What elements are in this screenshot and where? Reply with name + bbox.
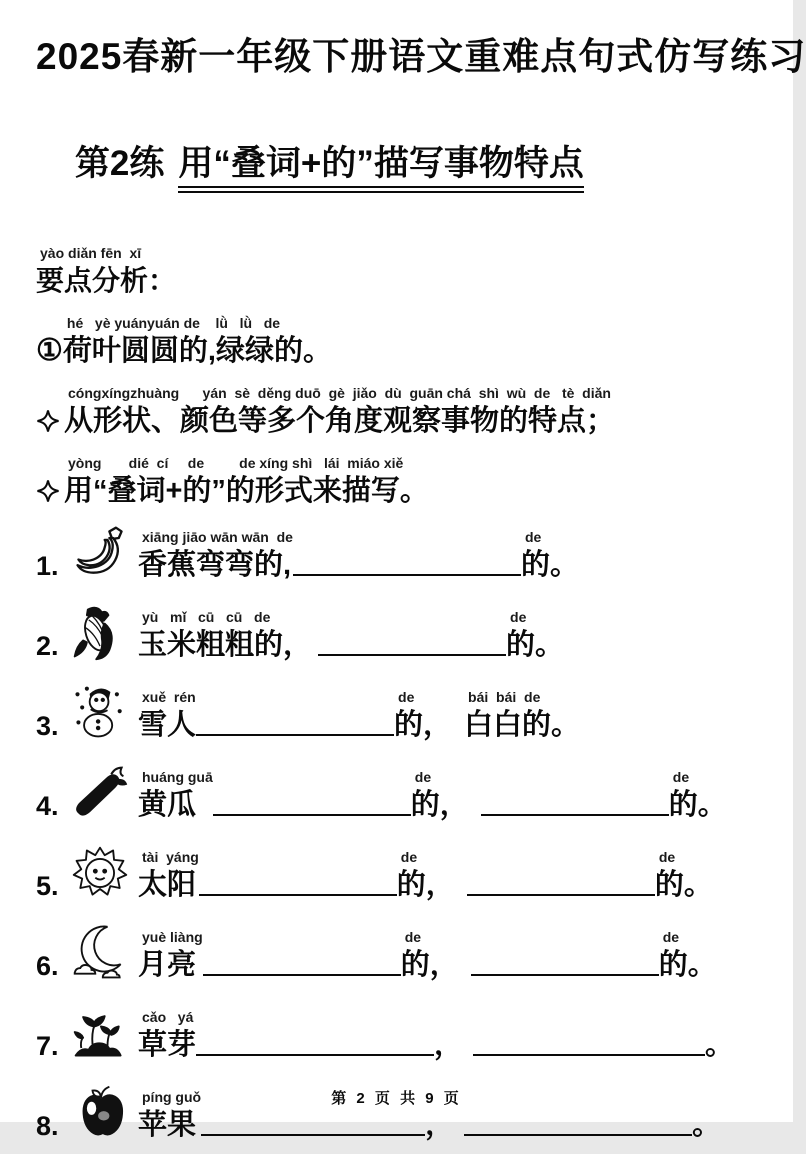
answer-blank[interactable] bbox=[464, 1122, 692, 1136]
item-text: bái bái de 白白的。 bbox=[464, 689, 581, 741]
pinyin-label: tài yáng bbox=[142, 849, 199, 865]
answer-blank[interactable] bbox=[201, 1122, 425, 1136]
item-text: xiāng jiāo wān wān de 香蕉弯弯的, bbox=[138, 529, 293, 581]
item-text: tài yáng 太阳 bbox=[138, 849, 199, 901]
pinyin-label: yòng dié cí de de xíng shì lái miáo xiě bbox=[68, 455, 404, 471]
pinyin-label: bái bái de bbox=[468, 689, 541, 705]
answer-blank[interactable] bbox=[481, 802, 669, 816]
pinyin-label: de bbox=[524, 529, 542, 545]
analysis-heading bbox=[36, 244, 757, 300]
item-number: 4. bbox=[36, 791, 59, 821]
pinyin-label: de bbox=[662, 929, 680, 945]
answer-blank[interactable] bbox=[203, 962, 401, 976]
pinyin-label: huáng guā bbox=[142, 769, 213, 785]
pinyin-label: yù mǐ cū cū de bbox=[142, 609, 271, 625]
analysis-point bbox=[36, 384, 757, 440]
item-text: de 的， bbox=[400, 929, 459, 981]
pinyin-label: de bbox=[398, 689, 415, 705]
item-text: huáng guā 黄瓜 bbox=[138, 769, 213, 821]
cucumber-icon bbox=[70, 762, 130, 824]
item-text: yù mǐ cū cū de 玉米粗粗的， bbox=[138, 609, 313, 661]
circled-number: ① bbox=[36, 334, 63, 367]
item-text: 。 bbox=[692, 1088, 721, 1144]
exercise-item-4 bbox=[36, 754, 757, 834]
item-text: de 的。 bbox=[654, 849, 713, 901]
item-text: de 的。 bbox=[520, 529, 579, 581]
analysis-point bbox=[36, 454, 757, 510]
answer-blank[interactable] bbox=[467, 882, 655, 896]
item-text: de 的。 bbox=[658, 929, 717, 981]
sun-icon bbox=[70, 842, 130, 904]
item-text: de 的。 bbox=[506, 609, 565, 661]
item-number: 8. bbox=[36, 1111, 59, 1141]
answer-blank[interactable] bbox=[473, 1042, 705, 1056]
pinyin-label: xuě rén bbox=[142, 689, 196, 705]
item-text: ， bbox=[425, 1088, 454, 1144]
snowman-icon bbox=[70, 682, 130, 744]
item-number: 6. bbox=[36, 951, 59, 981]
pinyin-label: de bbox=[672, 769, 690, 785]
answer-blank[interactable] bbox=[196, 722, 394, 736]
item-text: de 的， bbox=[410, 769, 469, 821]
exercise-item-6 bbox=[36, 914, 757, 994]
item-text: píng guǒ 苹果 bbox=[138, 1089, 202, 1141]
answer-blank[interactable] bbox=[199, 882, 397, 896]
analysis-heading-text: yào diǎn fēn xī 要点分析： bbox=[36, 245, 177, 296]
item-number: 7. bbox=[36, 1031, 59, 1061]
example-sentence bbox=[36, 314, 757, 370]
moon-icon bbox=[70, 922, 130, 984]
example-text: hé yè yuányuán de lǜ lǜ de 荷叶圆圆的,绿绿的。 bbox=[62, 315, 332, 367]
pinyin-label: de bbox=[658, 849, 676, 865]
lesson-number: 第2练 bbox=[74, 144, 165, 183]
item-number: 1. bbox=[36, 551, 59, 581]
pinyin-label: de bbox=[510, 609, 527, 625]
pinyin-label: hé yè yuányuán de lǜ lǜ de bbox=[66, 315, 281, 331]
item-number: 5. bbox=[36, 871, 59, 901]
page-number: 第 2 页 共 9 页 bbox=[331, 1090, 462, 1107]
exercise-item-8 bbox=[36, 1074, 757, 1154]
pinyin-label: xiāng jiāo wān wān de bbox=[142, 529, 293, 545]
item-text: yuè liàng 月亮 bbox=[138, 929, 203, 981]
pinyin-label: de bbox=[414, 769, 432, 785]
pinyin-label: cǎo yá bbox=[142, 1009, 194, 1025]
page-title: 2025春新一年级下册语文重难点句式仿写练习 bbox=[36, 36, 806, 77]
diamond-bullet-icon bbox=[36, 479, 60, 503]
exercise-item-3 bbox=[36, 674, 757, 754]
grass-sprout-icon bbox=[70, 1002, 130, 1064]
corn-icon bbox=[70, 602, 130, 664]
exercise-item-2 bbox=[36, 594, 757, 674]
exercise-list bbox=[36, 514, 757, 1154]
exercise-item-5 bbox=[36, 834, 757, 914]
diamond-bullet-icon bbox=[36, 409, 60, 433]
pinyin-label: yuè liàng bbox=[142, 929, 203, 945]
item-number: 3. bbox=[36, 711, 59, 741]
item-text: de 的， bbox=[394, 689, 453, 741]
item-text: ， bbox=[434, 1008, 463, 1064]
pinyin-label: de bbox=[404, 929, 422, 945]
pinyin-label bbox=[434, 1008, 438, 1026]
item-text: de 的， bbox=[396, 849, 455, 901]
pinyin-label: yào diǎn fēn xī bbox=[40, 245, 142, 261]
answer-blank[interactable] bbox=[471, 962, 659, 976]
pinyin-label: cóngxíngzhuàng yán sè děng duō gè jiǎo dù guān chá shì wù de tè diǎn bbox=[68, 385, 611, 401]
pinyin-label: de bbox=[400, 849, 418, 865]
answer-blank[interactable] bbox=[196, 1042, 434, 1056]
item-text: cǎo yá 草芽 bbox=[138, 1009, 197, 1061]
item-text: 。 bbox=[705, 1008, 734, 1064]
exercise-item-7 bbox=[36, 994, 757, 1074]
answer-blank[interactable] bbox=[213, 802, 411, 816]
item-text: xuě rén 雪人 bbox=[138, 689, 197, 741]
item-number: 2. bbox=[36, 631, 59, 661]
answer-blank[interactable] bbox=[318, 642, 506, 656]
point-text: cóngxíngzhuàng yán sè děng duō gè jiǎo dù guān chá shì wù de tè diǎn 从形状、颜色等多个角度观察事物的特点； bbox=[64, 385, 616, 437]
lesson-topic: 用“叠词+的”描写事物特点 bbox=[178, 144, 583, 193]
pinyin-label: píng guǒ bbox=[142, 1089, 202, 1105]
item-text: de 的。 bbox=[668, 769, 727, 821]
point-text: yòng dié cí de de xíng shì lái miáo xiě 用“叠词+的”的形式来描写。 bbox=[64, 455, 429, 507]
exercise-item-1 bbox=[36, 514, 757, 594]
banana-icon bbox=[70, 522, 130, 584]
pinyin-label bbox=[705, 1008, 709, 1026]
lesson-subtitle bbox=[36, 96, 757, 226]
answer-blank[interactable] bbox=[293, 562, 521, 576]
